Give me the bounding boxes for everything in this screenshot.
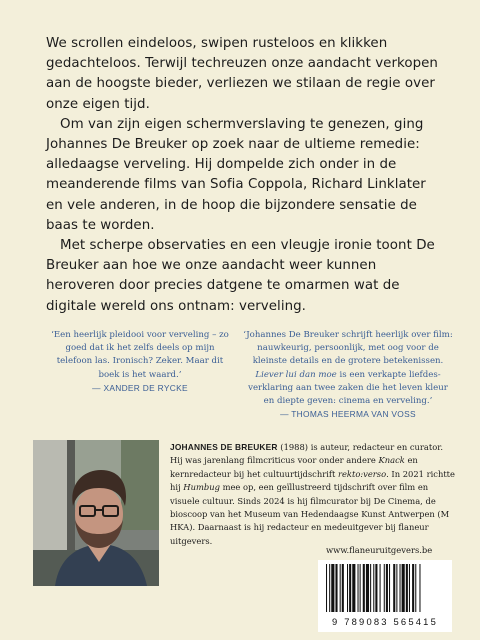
review-quote-right <box>243 329 453 421</box>
barcode-bar <box>349 564 351 612</box>
author-bio-text-3: . In 2021 richtte hij <box>170 468 455 493</box>
barcode-bar <box>347 564 348 612</box>
barcode-bar <box>384 564 385 612</box>
author-bio-text-2: en kernredacteur bij het cultuurtijdschrift <box>170 455 418 479</box>
barcode-bar <box>393 564 395 612</box>
barcode-bar <box>366 564 369 612</box>
barcode-bar <box>370 564 371 612</box>
barcode-bar <box>342 564 344 612</box>
author-bio-text-4: mee op, een geïllustreerd tijdschrift over film en visuele cultuur. Sinds 2024 is hij filmcurator bij De Cinema, de bioscoop van het Museum van Hedendaagse Kunst Antwerpen (M HKA). Daarnaast is hij redacteur en medeuitgever bij flaneur uitgevers. <box>170 482 450 546</box>
review-quote-left-text: ‘Een heerlijk pleidooi voor verveling – zo goed dat ik het zelfs deels op mijn telefoon las. Ironisch? Zeker. Maar dit boek is het waard.’ <box>51 330 229 380</box>
blurb-paragraph-1: We scrollen eindeloos, swipen rusteloos en klikken gedachteloos. Terwijl techreuzen onze aandacht verkopen aan de hoogste bieder, verliezen we stilaan de regie over onze eigen tijd. <box>46 36 438 112</box>
isbn-barcode <box>318 560 452 614</box>
author-photo <box>33 440 159 586</box>
barcode-bar <box>389 564 390 612</box>
author-photo-illustration <box>33 440 159 586</box>
barcode-bar <box>326 564 327 612</box>
barcode-bar <box>412 564 414 612</box>
barcode-bar <box>331 564 334 612</box>
review-quote-left <box>50 329 230 395</box>
blurb-paragraph-2: Om van zijn eigen schermverslaving te genezen, ging Johannes De Breuker op zoek naar de ultieme remedie: alledaagse verveling. Hij dompelde zich onder in de meanderende films van Sofia Coppola, Richard Linklater en vele anderen, in de hoop die bijzondere sensatie de baas te worden. <box>46 116 426 233</box>
barcode-bar <box>335 564 337 612</box>
magazine-rekto-verso: rekto:verso <box>337 468 387 479</box>
barcode-bar <box>375 564 377 612</box>
barcode-bar <box>396 564 397 612</box>
barcode-bar <box>386 564 388 612</box>
barcode-bar <box>415 564 416 612</box>
back-cover-blurb <box>46 34 446 317</box>
blurb-paragraph-3: Met scherpe observaties en een vleugje ironie toont De Breuker aan hoe we onze aandacht weer kunnen heroveren door precies datgene te omarmen wat de digitale wereld ons ontnam: verveling. <box>46 238 435 314</box>
barcode-bar <box>340 564 341 612</box>
review-quote-right-attribution: — THOMAS HEERMA VAN VOSS <box>280 409 416 420</box>
barcode-bar <box>380 564 381 612</box>
barcode-bar <box>402 564 405 612</box>
barcode-bar <box>373 564 374 612</box>
author-bio <box>170 441 455 548</box>
barcode-bar <box>409 564 410 612</box>
barcode-bar <box>360 564 361 612</box>
barcode-bar <box>419 564 420 612</box>
review-quote-left-attribution: — XANDER DE RYCKE <box>92 382 188 393</box>
magazine-humbug: Humbug <box>183 482 220 493</box>
review-quote-right-text-continued: is een verkapte liefdes-verklaring aan twee zaken die het leven kleur en diepte geven: cinema en verveling.’ <box>248 369 448 407</box>
barcode-bar <box>363 564 365 612</box>
author-name: JOHANNES DE BREUKER <box>170 442 278 452</box>
barcode-bar <box>352 564 355 612</box>
magazine-knack: Knack <box>378 455 405 466</box>
barcode-bar <box>329 564 330 612</box>
barcode-bar <box>358 564 359 612</box>
author-bio-text-1: (1988) is auteur, redacteur en curator. Hij was jarenlang filmcriticus voor onder andere <box>170 442 443 466</box>
publisher-url: www.flaneuruitgevers.be <box>326 545 433 555</box>
barcode-bar <box>406 564 408 612</box>
barcode-bar <box>400 564 401 612</box>
book-title-italic: Liever lui dan moe <box>255 369 337 380</box>
review-quote-right-text: ‘Johannes De Breuker schrijft heerlijk over film: nauwkeurig, persoonlijk, met oog voor de kleinste details en de grotere betekenissen. <box>243 330 453 367</box>
isbn-number: 9 789083 565415 <box>332 616 438 627</box>
